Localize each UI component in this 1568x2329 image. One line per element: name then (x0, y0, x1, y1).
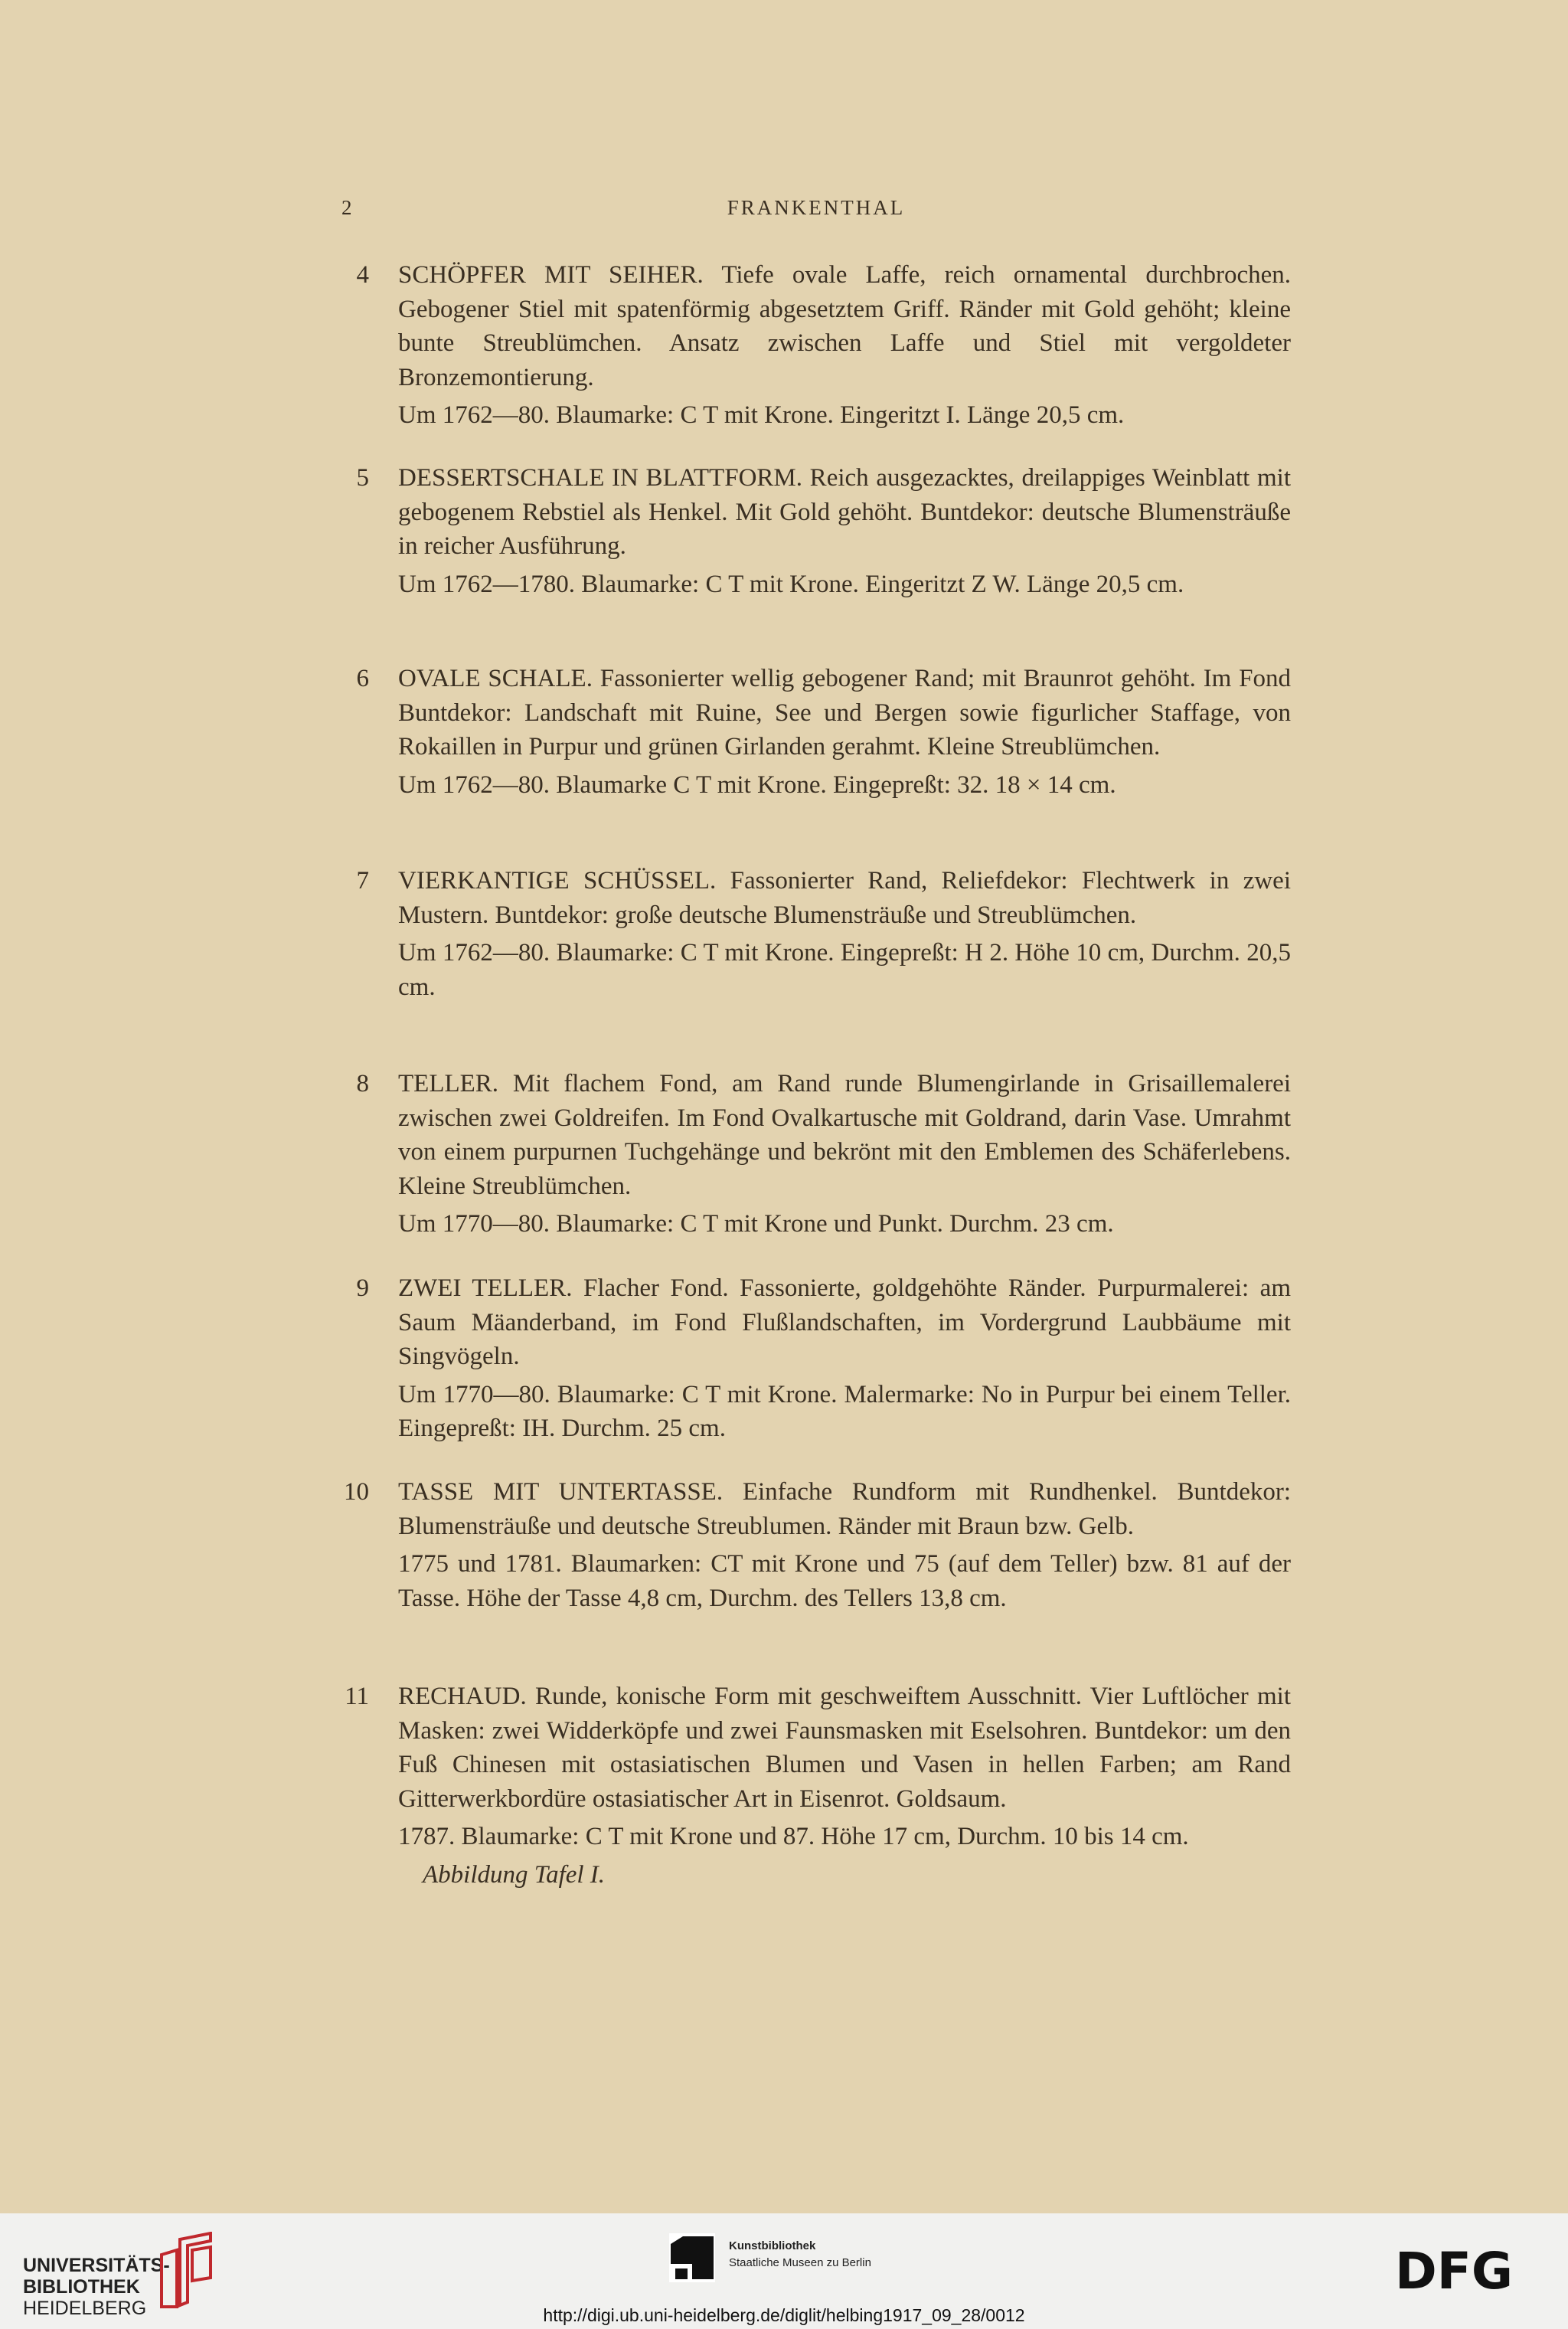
entry-description: TELLER. Mit flachem Fond, am Rand runde Blumengirlande in Grisaillemalerei zwischen zwei Goldreifen. Im Fond Ovalkartusche mit Goldrand, darin Vase. Umrahmt von einem purpurnen Tuchgehänge und bekrönt mit den Emblemen des Schäferlebens. Kleine Streublümchen. (398, 1070, 1291, 1200)
entry-number: 10 (344, 1478, 369, 1506)
running-title: FRANKENTHAL (727, 196, 906, 219)
entry-details: Um 1770—80. Blaumarke: C T mit Krone. Malermarke: No in Purpur bei einem Teller. Eingepreßt: IH. Durchm. 25 cm. (398, 1380, 1291, 1442)
entry-number: 9 (356, 1274, 369, 1302)
entry-description: VIERKANTIGE SCHÜSSEL. Fassonierter Rand, Reliefdekor: Flechtwerk in zwei Mustern. Buntdekor: große deutsche Blumensträuße und Streublümchen. (398, 867, 1291, 929)
entry-description: DESSERTSCHALE IN BLATTFORM. Reich ausgezacktes, dreilappiges Weinblatt mit gebogenem Rebstiel als Henkel. Mit Gold gehöht. Buntdekor: deutsche Blumensträuße in reicher Ausführung. (398, 464, 1291, 560)
entry-details: 1787. Blaumarke: C T mit Krone und 87. Höhe 17 cm, Durchm. 10 bis 14 cm. (398, 1823, 1189, 1850)
entry-details: Um 1762—80. Blaumarke: C T mit Krone. Eingepreßt: H 2. Höhe 10 cm, Durchm. 20,5 cm. (398, 939, 1291, 1001)
entry-details: Um 1770—80. Blaumarke: C T mit Krone und Punkt. Durchm. 23 cm. (398, 1210, 1114, 1238)
entry-number: 11 (345, 1683, 369, 1710)
library-name: UNIVERSITÄTS- BIBLIOTHEK HEIDELBERG (23, 2255, 170, 2319)
viewer-footer (0, 2213, 1568, 2329)
entry-description: SCHÖPFER MIT SEIHER. Tiefe ovale Laffe, reich ornamental durchbrochen. Gebogener Stiel mit spatenförmig abgesetztem Griff. Ränder mit Gold gehöht; kleine bunte Streublümchen. Ansatz zwischen Laffe und Stiel mit vergoldeter Bronzemontierung. (398, 261, 1291, 391)
university-library-logo (157, 2232, 217, 2308)
entry-number: 6 (356, 665, 369, 692)
entry-details: 1775 und 1781. Blaumarken: CT mit Krone und 75 (auf dem Teller) bzw. 81 auf der Tasse. Höhe der Tasse 4,8 cm, Durchm. des Tellers 13,8 cm. (398, 1550, 1291, 1612)
entry-number: 8 (356, 1070, 369, 1097)
entry-details: Um 1762—80. Blaumarke C T mit Krone. Eingepreßt: 32. 18 × 14 cm. (398, 770, 1116, 799)
plate-reference: Abbildung Tafel I. (423, 1860, 606, 1889)
entry-number: 5 (356, 464, 369, 492)
page-header (341, 196, 1291, 227)
kunstbibliothek-name: Kunstbibliothek Staatliche Museen zu Berlin (729, 2239, 871, 2269)
svg-text:DFG: DFG (1395, 2247, 1514, 2293)
dfg-logo (1395, 2247, 1548, 2293)
entry-description: RECHAUD. Runde, konische Form mit geschweiftem Ausschnitt. Vier Luftlöcher mit Masken: zwei Widderköpfe und zwei Faunsmasken mit Eselsohren. Buntdekor: um den Fuß Chinesen mit ostasiatischen Blumen und Vasen in hellen Farben; am Rand Gitterwerkbordüre ostasiatischer Art in Eisenrot. Goldsaum. (398, 1683, 1291, 1813)
entry-details: Um 1762—80. Blaumarke: C T mit Krone. Eingeritzt I. Länge 20,5 cm. (398, 401, 1125, 429)
entry-number: 4 (356, 261, 369, 289)
entry-details: Um 1762—1780. Blaumarke: C T mit Krone. Eingeritzt Z W. Länge 20,5 cm. (398, 570, 1184, 598)
entry-number: 7 (356, 867, 369, 895)
permalink-url[interactable]: http://digi.ub.uni-heidelberg.de/diglit/helbing1917_09_28/0012 (543, 2305, 1025, 2325)
kunstbibliothek-logo (669, 2233, 715, 2282)
entry-description: ZWEI TELLER. Flacher Fond. Fassonierte, goldgehöhte Ränder. Purpurmalerei: am Saum Mäanderband, im Fond Flußlandschaften, im Vordergrund Laubbäume mit Singvögeln. (398, 1274, 1291, 1370)
page-number: 2 (341, 196, 354, 219)
entry-description: OVALE SCHALE. Fassonierter wellig gebogener Rand; mit Braunrot gehöht. Im Fond Buntdekor: Landschaft mit Ruine, See und Bergen sowie figurlicher Staffage, von Rokaillen in Purpur und grünen Girlanden gerahmt. Kleine Streublümchen. (398, 665, 1291, 761)
entry-description: TASSE MIT UNTERTASSE. Einfache Rundform mit Rundhenkel. Buntdekor: Blumensträuße und deutsche Streublumen. Ränder mit Braun bzw. Gelb. (398, 1478, 1291, 1540)
